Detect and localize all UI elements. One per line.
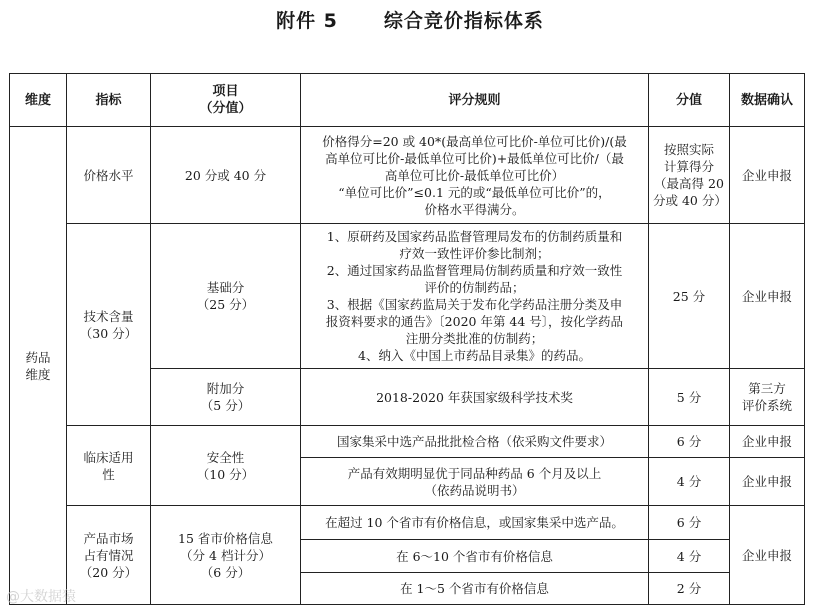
rule-tech-extra: 2018-2020 年获国家级科学技术奖 — [301, 369, 649, 426]
rule-price-line: 价格得分=20 或 40*(最高单位可比价-单位可比价)/(最 — [322, 133, 627, 149]
confirm-tech-extra-line2: 评价系统 — [741, 398, 792, 413]
score-price-line: 分或 40 分） — [653, 193, 727, 208]
rule-clinical-2-line2: （依药品说明书） — [424, 482, 525, 498]
score-market-1: 6 分 — [649, 506, 730, 540]
table-row-market-1 — [10, 506, 805, 540]
score-market-3: 2 分 — [649, 573, 730, 605]
indicator-table — [9, 73, 805, 605]
rule-tech-basic-line: 3、根据《国家药监局关于发布化学药品注册分类及申 — [326, 297, 623, 312]
indicator-tech-line2: （30 分） — [79, 325, 138, 341]
table-row-tech-basic — [10, 224, 805, 369]
item-market-line2: （分 4 档计分） — [180, 547, 271, 563]
header-item-line1: 项目 — [212, 84, 239, 99]
rule-price — [301, 127, 649, 224]
score-price-line: 计算得分 — [663, 159, 714, 174]
score-price-line: 按照实际 — [663, 142, 714, 157]
score-price — [649, 127, 730, 224]
rule-tech-basic-line: 4、纳入《中国上市药品目录集》的药品。 — [358, 348, 591, 363]
item-tech-extra — [151, 369, 301, 426]
indicator-clinical — [67, 426, 151, 506]
confirm-clinical-1: 企业申报 — [730, 426, 805, 458]
header-rule: 评分规则 — [301, 74, 649, 127]
header-dimension: 维度 — [10, 74, 67, 127]
header-item — [151, 74, 301, 127]
indicator-market-line1: 产品市场 — [83, 530, 134, 546]
item-tech-extra-line2: （5 分） — [200, 398, 251, 413]
rule-market-3: 在 1～5 个省市有价格信息 — [301, 573, 649, 605]
indicator-market — [67, 506, 151, 605]
rule-tech-basic-line: 评价的仿制药品； — [424, 280, 525, 295]
rule-tech-basic-line: 报资料要求的通告》〔2020 年第 44 号〕，按化学药品 — [325, 314, 624, 329]
confirm-tech-basic: 企业申报 — [730, 224, 805, 369]
table-row-price — [10, 127, 805, 224]
indicator-tech-line1: 技术含量 — [83, 308, 134, 324]
score-price-line: （最高得 20 — [654, 176, 724, 191]
confirm-price: 企业申报 — [730, 127, 805, 224]
item-clinical-line1: 安全性 — [206, 449, 245, 465]
indicator-market-line2: 占有情况 — [83, 547, 134, 563]
rule-price-line: “单位可比价”≤0.1 元的或“最低单位可比价”的， — [338, 184, 611, 200]
header-confirm: 数据确认 — [730, 74, 805, 127]
item-tech-extra-line1: 附加分 — [206, 381, 245, 396]
rule-tech-basic-line: 2、通过国家药品监督管理局仿制药质量和疗效一致性 — [326, 263, 623, 278]
dimension-cell — [10, 127, 67, 605]
item-market-line1: 15 省市价格信息 — [178, 530, 273, 546]
score-tech-basic: 25 分 — [649, 224, 730, 369]
rule-market-1: 在超过 10 个省市有价格信息，或国家集采中选产品。 — [301, 506, 649, 540]
rule-clinical-1: 国家集采中选产品批批检合格（依采购文件要求） — [301, 426, 649, 458]
indicator-price: 价格水平 — [67, 127, 151, 224]
item-tech-basic — [151, 224, 301, 369]
item-clinical-line2: （10 分） — [196, 466, 255, 482]
item-market-line3: （6 分） — [200, 564, 251, 580]
title-text: 综合竞价指标体系 — [383, 10, 544, 32]
score-clinical-2: 4 分 — [649, 458, 730, 506]
confirm-tech-extra-line1: 第三方 — [748, 381, 786, 396]
item-tech-basic-line1: 基础分 — [206, 280, 245, 295]
item-market — [151, 506, 301, 605]
item-tech-basic-line2: （25 分） — [196, 297, 255, 312]
rule-tech-basic-line: 疗效一致性评价参比制剂； — [399, 246, 550, 261]
indicator-tech — [67, 224, 151, 426]
indicator-clinical-line1: 临床适用 — [83, 449, 134, 465]
score-market-2: 4 分 — [649, 540, 730, 573]
document-title — [0, 6, 820, 33]
rule-price-line: 高单位可比价-最低单位可比价)+最低单位可比价/（最 — [325, 150, 624, 166]
rule-clinical-2-line1: 产品有效期明显优于同品种药品 6 个月及以上 — [347, 465, 602, 481]
header-item-line2: （分值） — [199, 101, 252, 116]
rule-tech-basic-line: 注册分类批准的仿制药； — [405, 331, 544, 346]
score-tech-extra: 5 分 — [649, 369, 730, 426]
confirm-clinical-2: 企业申报 — [730, 458, 805, 506]
header-row — [10, 74, 805, 127]
rule-clinical-2 — [301, 458, 649, 506]
score-clinical-1: 6 分 — [649, 426, 730, 458]
dimension-line1: 药品 — [25, 349, 51, 365]
rule-market-2: 在 6～10 个省市有价格信息 — [301, 540, 649, 573]
header-indicator: 指标 — [67, 74, 151, 127]
confirm-market: 企业申报 — [730, 506, 805, 605]
rule-tech-basic-line: 1、原研药及国家药品监督管理局发布的仿制药质量和 — [326, 229, 623, 244]
dimension-line2: 维度 — [25, 366, 51, 382]
appendix-label: 附件 5 — [276, 10, 338, 32]
rule-tech-basic — [301, 224, 649, 369]
header-score: 分值 — [649, 74, 730, 127]
item-price: 20 分或 40 分 — [151, 127, 301, 224]
rule-price-line: 高单位可比价-最低单位可比价） — [384, 167, 565, 183]
indicator-clinical-line2: 性 — [102, 466, 115, 482]
watermark: @大数据猿 — [6, 589, 76, 605]
confirm-tech-extra — [730, 369, 805, 426]
item-clinical — [151, 426, 301, 506]
indicator-market-line3: （20 分） — [79, 564, 138, 580]
table-row-clinical-1 — [10, 426, 805, 458]
rule-price-line: 价格水平得满分。 — [424, 201, 525, 217]
